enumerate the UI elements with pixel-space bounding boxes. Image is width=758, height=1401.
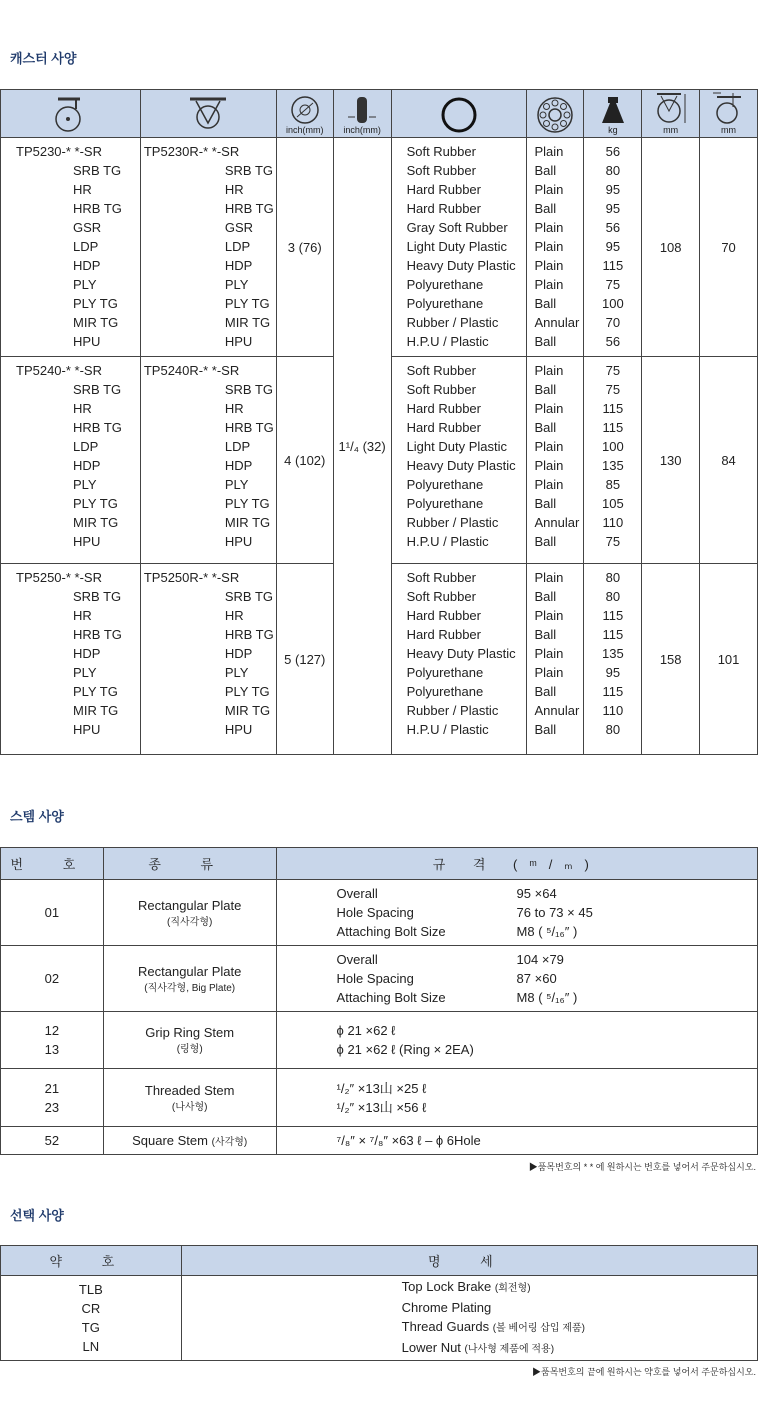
model-suffix: SRB TG (73, 382, 122, 397)
load: 75 (605, 277, 621, 292)
bearing: Plain (534, 401, 564, 416)
option-spec-title: 선택 사양 (10, 1208, 64, 1223)
spec-value: 87 ×60 (516, 971, 557, 986)
load: 115 (602, 420, 624, 435)
stem-number: 52 (1, 1127, 104, 1155)
wheel-material-icon (391, 90, 527, 138)
stem-type-name: Threaded Stem (144, 1082, 235, 1098)
model-suffix: HPU (73, 722, 101, 737)
spec-line (277, 884, 757, 903)
caster-spec-title: 캐스터 사양 (10, 51, 77, 66)
option-order-note: ▶품목번호의 끝에 원하시는 약호를 넣어서 주문하십시오. (532, 1367, 756, 1377)
model-suffix: PLY (224, 665, 249, 680)
material: Soft Rubber (406, 363, 476, 378)
material: Rubber / Plastic (406, 703, 499, 718)
stem-spec-table (0, 847, 758, 1155)
stem-type (103, 1012, 276, 1069)
overall-height: 108 (642, 138, 700, 357)
option-codes (1, 1276, 182, 1361)
material: Gray Soft Rubber (406, 220, 508, 235)
load: 56 (605, 144, 621, 159)
offset-header (700, 90, 758, 138)
load: 115 (602, 684, 624, 699)
stem-spec (276, 1012, 757, 1069)
model-suffix: HPU (224, 534, 253, 549)
material: Soft Rubber (406, 589, 476, 604)
swivel-offset: 70 (700, 138, 758, 357)
material: Soft Rubber (406, 144, 476, 159)
bearing-icon (527, 90, 584, 138)
load: 110 (602, 515, 624, 530)
load: 135 (602, 646, 624, 661)
bearing: Ball (534, 684, 557, 699)
wheel-size: 4 (102) (276, 357, 333, 564)
model-suffix: SRB TG (224, 589, 274, 604)
material: Heavy Duty Plastic (406, 646, 516, 661)
spec-key: Overall (336, 886, 378, 901)
model-suffix: SRB TG (73, 163, 122, 178)
bearing: Ball (534, 627, 557, 642)
model-suffix: PLY TG (73, 296, 118, 311)
stem-spec (276, 1127, 757, 1155)
spec-key: Hole Spacing (336, 905, 414, 920)
material-list (391, 564, 527, 755)
load: 80 (605, 163, 621, 178)
load: 105 (602, 496, 624, 511)
bearing: Plain (534, 239, 564, 254)
material: Polyurethane (406, 496, 484, 511)
model-code: TP5240-* *-SR (16, 363, 102, 378)
caster-group-row (1, 138, 758, 357)
load-list (584, 357, 642, 564)
spec-line (277, 950, 757, 969)
load: 95 (605, 201, 621, 216)
load: 115 (602, 627, 624, 642)
model-suffix: HRB TG (73, 627, 122, 642)
option-code: TG (81, 1320, 100, 1335)
model-suffix: HDP (224, 258, 253, 273)
model-suffix: HPU (224, 334, 253, 349)
model-suffix: MIR TG (224, 515, 271, 530)
option-desc (402, 1338, 757, 1359)
height-unit: mm (663, 125, 679, 135)
spec-line: ⁷/₈″ × ⁷/₈″ ×63 ℓ – ϕ 6Hole (336, 1133, 481, 1148)
model-suffix: PLY TG (73, 496, 118, 511)
spec-line (277, 988, 757, 1007)
spec-line (277, 903, 757, 922)
material: Light Duty Plastic (406, 439, 507, 454)
model-suffix: HR (224, 401, 244, 416)
bearing-list (527, 357, 584, 564)
load-list (584, 564, 642, 755)
option-rows (1, 1276, 758, 1361)
stem-row (1, 880, 758, 946)
bearing: Plain (534, 220, 564, 235)
load: 95 (605, 239, 621, 254)
stem-type (103, 1069, 276, 1127)
stem-spec (276, 946, 757, 1012)
height-header (642, 90, 700, 138)
stem-header-row (1, 848, 758, 880)
model-suffix: HDP (73, 258, 101, 273)
bearing: Ball (534, 382, 557, 397)
rigid-model-list (140, 357, 276, 564)
rigid-model-list (140, 138, 276, 357)
option-name: Chrome Plating (401, 1300, 492, 1315)
model-suffix: HRB TG (224, 420, 274, 435)
option-col-code: 약 호 (1, 1246, 182, 1276)
load: 135 (602, 458, 624, 473)
material: Hard Rubber (406, 608, 481, 623)
model-suffix: HR (73, 401, 92, 416)
material: Soft Rubber (406, 570, 476, 585)
model-code: TP5250R-* *-SR (143, 570, 240, 585)
tread-width: 1¹/₄ (32) (333, 138, 391, 755)
stem-type (103, 1127, 276, 1155)
model-suffix: SRB TG (224, 163, 274, 178)
option-col-desc: 명 세 (181, 1246, 757, 1276)
stem-row (1, 946, 758, 1012)
spec-key: Hole Spacing (336, 971, 414, 986)
option-desc (402, 1298, 757, 1317)
model-suffix: HPU (73, 334, 101, 349)
stem-type (103, 946, 276, 1012)
model-suffix: LDP (73, 439, 99, 454)
stem-number-item: 13 (44, 1042, 60, 1057)
offset-unit: mm (721, 125, 737, 135)
bearing-list (527, 138, 584, 357)
model-suffix: GSR (224, 220, 254, 235)
bearing: Plain (534, 570, 564, 585)
material-list (391, 357, 527, 564)
stem-type-kr: (사각형) (211, 1137, 248, 1148)
option-kr: (나사형 제품에 적용) (464, 1344, 555, 1355)
swivel-model-list (1, 138, 141, 357)
caster-spec-table (0, 89, 758, 755)
load: 75 (605, 363, 621, 378)
stem-number: 01 (1, 880, 104, 946)
spec-value: 95 ×64 (516, 886, 557, 901)
load: 95 (605, 182, 621, 197)
load-list (584, 138, 642, 357)
model-suffix: HR (224, 182, 244, 197)
material: H.P.U / Plastic (406, 334, 489, 349)
material: H.P.U / Plastic (406, 722, 489, 737)
wheel-diameter-header (276, 90, 333, 138)
material: Soft Rubber (406, 382, 476, 397)
bearing: Plain (534, 477, 564, 492)
material: Polyurethane (406, 296, 484, 311)
bearing: Plain (534, 646, 564, 661)
stem-number-item: 12 (44, 1023, 60, 1038)
model-suffix: HPU (73, 534, 101, 549)
stem-number-item: 21 (44, 1080, 60, 1096)
option-name: Thread Guards (401, 1319, 490, 1334)
load: 80 (605, 722, 621, 737)
stem-type-name: Rectangular Plate (138, 963, 242, 979)
bearing-list (527, 564, 584, 755)
load: 110 (602, 703, 624, 718)
bearing: Ball (534, 534, 557, 549)
model-suffix: PLY (73, 665, 97, 680)
spec-key: Overall (336, 952, 378, 967)
load: 75 (605, 382, 621, 397)
tread-width-header (333, 90, 391, 138)
model-suffix: MIR TG (73, 315, 119, 330)
material: Light Duty Plastic (406, 239, 507, 254)
load: 56 (605, 334, 621, 349)
model-suffix: MIR TG (73, 703, 119, 718)
overall-height: 158 (642, 564, 700, 755)
stem-spec (276, 1069, 757, 1127)
bearing: Ball (534, 496, 557, 511)
spec-line (277, 969, 757, 988)
model-suffix: PLY (224, 477, 249, 492)
spec-value: M8 ( ⁵/₁₆″ ) (516, 990, 578, 1005)
option-descs (181, 1276, 757, 1361)
stem-col-type: 종 류 (103, 848, 276, 880)
bearing: Annular (534, 703, 580, 718)
model-suffix: MIR TG (224, 315, 271, 330)
option-desc (402, 1317, 757, 1338)
spec-value: M8 ( ⁵/₁₆″ ) (516, 924, 578, 939)
stem-type-name: Rectangular Plate (138, 897, 242, 913)
bearing: Ball (534, 296, 557, 311)
spec-key: Attaching Bolt Size (336, 924, 446, 939)
spec-line: ϕ 21 ×62 ℓ (Ring × 2EA) (336, 1042, 474, 1057)
model-code: TP5230R-* *-SR (143, 144, 240, 159)
option-name: Top Lock Brake (401, 1279, 492, 1294)
bearing: Annular (534, 315, 580, 330)
stem-type-kr: (나사형) (171, 1101, 208, 1113)
stem-number (1, 1012, 104, 1069)
material: Polyurethane (406, 684, 484, 699)
material: Hard Rubber (406, 401, 481, 416)
spec-line: ϕ 21 ×62 ℓ (336, 1023, 396, 1038)
bearing: Plain (534, 144, 564, 159)
stem-number-item: 23 (44, 1099, 60, 1115)
model-suffix: MIR TG (224, 703, 271, 718)
rigid-model-list (140, 564, 276, 755)
model-suffix: HR (224, 608, 244, 623)
option-code: CR (81, 1301, 101, 1316)
model-suffix: MIR TG (73, 515, 119, 530)
model-suffix: HRB TG (224, 201, 274, 216)
stem-type-name: Square Stem (132, 1133, 208, 1148)
model-code: TP5240R-* *-SR (143, 363, 240, 378)
stem-number: 02 (1, 946, 104, 1012)
material: Polyurethane (406, 665, 484, 680)
bearing: Plain (534, 182, 564, 197)
spec-value: 104 ×79 (516, 952, 564, 967)
stem-type-kr: (링형) (176, 1044, 203, 1055)
bearing: Ball (534, 420, 557, 435)
model-suffix: HDP (73, 646, 101, 661)
spec-line: ¹/₂″ ×13山 ×56 ℓ (336, 1099, 427, 1115)
stem-order-note: ▶품목번호의 * * 에 원하시는 번호를 넣어서 주문하십시오. (528, 1162, 756, 1172)
bearing: Plain (534, 665, 564, 680)
material: Soft Rubber (406, 163, 476, 178)
bearing: Plain (534, 458, 564, 473)
material: Heavy Duty Plastic (406, 258, 516, 273)
stem-row (1, 1012, 758, 1069)
model-suffix: PLY TG (224, 684, 270, 699)
model-suffix: SRB TG (224, 382, 274, 397)
rigid-caster-icon (140, 90, 276, 138)
material: Rubber / Plastic (406, 515, 499, 530)
load: 85 (605, 477, 621, 492)
stem-spec-title: 스템 사양 (10, 809, 64, 824)
material-list (391, 138, 527, 357)
load: 100 (602, 439, 624, 454)
model-suffix: PLY TG (224, 296, 270, 311)
load: 80 (605, 570, 621, 585)
bearing: Plain (534, 277, 564, 292)
option-desc (402, 1277, 757, 1298)
load: 115 (602, 258, 624, 273)
bearing: Annular (534, 515, 580, 530)
bearing: Ball (534, 334, 557, 349)
stem-type-name: Grip Ring Stem (145, 1025, 235, 1040)
swivel-offset: 84 (700, 357, 758, 564)
stem-spec (276, 880, 757, 946)
spec-line (277, 922, 757, 941)
load: 70 (605, 315, 621, 330)
option-code: LN (82, 1339, 100, 1354)
option-name: Lower Nut (401, 1340, 461, 1355)
bearing: Ball (534, 589, 557, 604)
overall-height: 130 (642, 357, 700, 564)
load-unit: kg (608, 125, 618, 135)
bearing: Plain (534, 439, 564, 454)
load: 100 (602, 296, 624, 311)
model-code: TP5250-* *-SR (16, 570, 102, 585)
load: 75 (605, 534, 621, 549)
wheel-unit: inch(mm) (286, 125, 324, 135)
material: Rubber / Plastic (406, 315, 499, 330)
model-suffix: HR (73, 608, 92, 623)
load: 115 (602, 608, 624, 623)
model-suffix: LDP (224, 439, 251, 454)
load: 95 (605, 665, 621, 680)
model-suffix: LDP (73, 239, 99, 254)
wheel-size: 3 (76) (276, 138, 333, 357)
model-suffix: SRB TG (73, 589, 122, 604)
swivel-caster-icon (1, 90, 141, 138)
material: Hard Rubber (406, 627, 481, 642)
bearing: Ball (534, 201, 557, 216)
load: 56 (605, 220, 621, 235)
stem-type-kr: (직사각형) (167, 916, 213, 928)
bearing: Ball (534, 163, 557, 178)
swivel-model-list (1, 564, 141, 755)
material: Hard Rubber (406, 420, 481, 435)
swivel-offset: 101 (700, 564, 758, 755)
caster-header-row (1, 90, 758, 138)
material: H.P.U / Plastic (406, 534, 489, 549)
bearing: Plain (534, 608, 564, 623)
option-header-row (1, 1246, 758, 1276)
spec-key: Attaching Bolt Size (336, 990, 446, 1005)
option-spec-table (0, 1245, 758, 1361)
load: 80 (605, 589, 621, 604)
model-suffix: PLY TG (73, 684, 118, 699)
model-suffix: HDP (224, 646, 253, 661)
swivel-model-list (1, 357, 141, 564)
stem-type-kr: (직사각형, Big Plate) (144, 982, 236, 994)
bearing: Plain (534, 258, 564, 273)
load: 115 (602, 401, 624, 416)
model-suffix: PLY (224, 277, 249, 292)
stem-col-number: 번 호 (1, 848, 104, 880)
width-unit: inch(mm) (343, 125, 381, 135)
stem-type (103, 880, 276, 946)
load-capacity-header (584, 90, 642, 138)
model-suffix: HRB TG (73, 201, 122, 216)
model-suffix: HDP (224, 458, 253, 473)
stem-row (1, 1127, 758, 1155)
bearing: Plain (534, 363, 564, 378)
model-suffix: HPU (224, 722, 253, 737)
model-suffix: HRB TG (73, 420, 122, 435)
wheel-size: 5 (127) (276, 564, 333, 755)
option-kr: (회전형) (494, 1283, 531, 1294)
model-suffix: HR (73, 182, 92, 197)
spec-value: 76 to 73 × 45 (516, 905, 593, 920)
material: Polyurethane (406, 277, 484, 292)
model-suffix: LDP (224, 239, 251, 254)
bearing: Ball (534, 722, 557, 737)
model-code: TP5230-* *-SR (16, 144, 102, 159)
model-suffix: PLY (73, 277, 97, 292)
stem-number (1, 1069, 104, 1127)
option-kr: (볼 베어링 삽입 제품) (492, 1323, 586, 1334)
material: Heavy Duty Plastic (406, 458, 516, 473)
model-suffix: PLY (73, 477, 97, 492)
material: Hard Rubber (406, 201, 481, 216)
model-suffix: HRB TG (224, 627, 274, 642)
model-suffix: HDP (73, 458, 101, 473)
option-code: TLB (78, 1282, 103, 1297)
stem-col-spec: 규 격 (ᵐ/ₘ) (276, 848, 757, 880)
spec-line: ¹/₂″ ×13山 ×25 ℓ (336, 1080, 427, 1096)
material: Polyurethane (406, 477, 484, 492)
material: Hard Rubber (406, 182, 481, 197)
model-suffix: PLY TG (224, 496, 270, 511)
stem-row (1, 1069, 758, 1127)
model-suffix: GSR (73, 220, 102, 235)
